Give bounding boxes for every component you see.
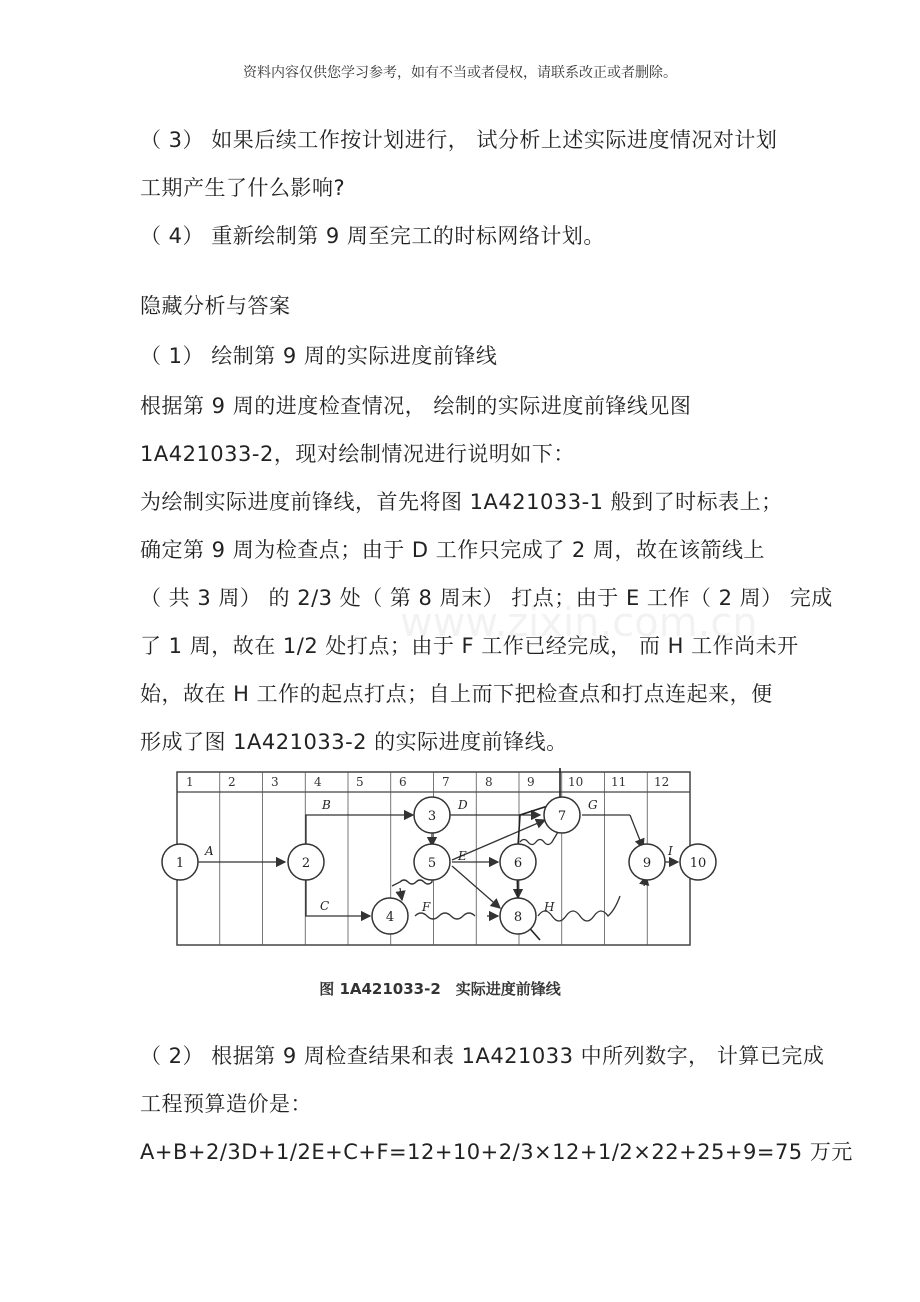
activity-label: B	[322, 798, 331, 812]
activity-label: H	[544, 900, 555, 914]
text-line: （ 3） 如果后续工作按计划进行， 试分析上述实际进度情况对计划	[140, 128, 778, 152]
week-label: 9	[527, 775, 535, 789]
week-label: 2	[228, 775, 236, 789]
node-label: 1	[175, 856, 185, 871]
text-line: （ 1） 绘制第 9 周的实际进度前锋线	[140, 344, 498, 368]
text-line: （ 4） 重新绘制第 9 周至完工的时标网络计划。	[140, 224, 605, 248]
node-label: 7	[557, 809, 567, 824]
activity-label: I	[668, 844, 673, 858]
time-scaled-network-diagram	[160, 768, 720, 953]
node-label: 4	[385, 910, 395, 925]
week-label: 11	[611, 775, 627, 789]
dummy-5-4	[400, 888, 402, 900]
page-header: 资料内容仅供您学习参考，如有不当或者侵权，请联系改正或者删除。	[243, 65, 677, 81]
node-label: 9	[642, 856, 652, 871]
node-label: 10	[689, 856, 707, 871]
week-label: 4	[314, 775, 322, 789]
activity-label: D	[458, 798, 468, 812]
week-label: 12	[654, 775, 670, 789]
week-label: 6	[399, 775, 407, 789]
text-line: 根据第 9 周的进度检查情况， 绘制的实际进度前锋线见图	[140, 394, 692, 418]
text-line: 始，故在 H 工作的起点打点；自上而下把检查点和打点连起来，便	[140, 682, 773, 706]
arrow-C	[306, 876, 370, 916]
text-line: 1A421033-2，现对绘制情况进行说明如下：	[140, 442, 575, 466]
text-line: （ 共 3 周） 的 2/3 处（ 第 8 周末） 打点；由于 E 工作（ 2 周） 完成	[140, 586, 833, 610]
week-label: 5	[356, 775, 364, 789]
arrow-B	[306, 815, 413, 848]
text-line: 确定第 9 周为检查点；由于 D 工作只完成了 2 周，故在该箭线上	[140, 538, 765, 562]
node-label: 8	[513, 910, 523, 925]
week-label: 7	[442, 775, 450, 789]
activity-label: G	[588, 798, 598, 812]
activity-label: F	[422, 900, 431, 914]
week-label: 8	[485, 775, 493, 789]
activity-label: C	[320, 899, 330, 913]
formula-line: A+B+2/3D+1/2E+C+F=12+10+2/3×12+1/2×22+25+9=75 万元	[140, 1140, 853, 1164]
week-label: 1	[186, 775, 194, 789]
text-line: （ 2） 根据第 9 周检查结果和表 1A421033 中所列数字， 计算已完成	[140, 1044, 825, 1068]
section-title: 隐藏分析与答案	[140, 294, 291, 318]
week-label: 3	[271, 775, 279, 789]
node-label: 2	[301, 856, 311, 871]
node-label: 3	[427, 809, 437, 824]
activity-label: E	[458, 849, 467, 863]
activity-label: A	[205, 844, 214, 858]
node-label: 5	[427, 856, 437, 871]
arrow-G-end	[630, 815, 643, 848]
watermark: www.zixin.com.cn	[400, 600, 758, 646]
week-label: 10	[568, 775, 584, 789]
node-label: 6	[513, 856, 523, 871]
figure-caption: 图 1A421033-2 实际进度前锋线	[319, 980, 561, 998]
text-line: 了 1 周，故在 1/2 处打点；由于 F 工作已经完成， 而 H 工作尚未开	[140, 634, 799, 658]
text-line: 形成了图 1A421033-2 的实际进度前锋线。	[140, 730, 568, 754]
text-line: 为绘制实际进度前锋线，首先将图 1A421033-1 般到了时标表上；	[140, 490, 783, 514]
text-line: 工程预算造价是：	[140, 1092, 312, 1116]
wave-6-7	[520, 832, 558, 845]
text-line: 工期产生了什么影响?	[140, 176, 346, 200]
